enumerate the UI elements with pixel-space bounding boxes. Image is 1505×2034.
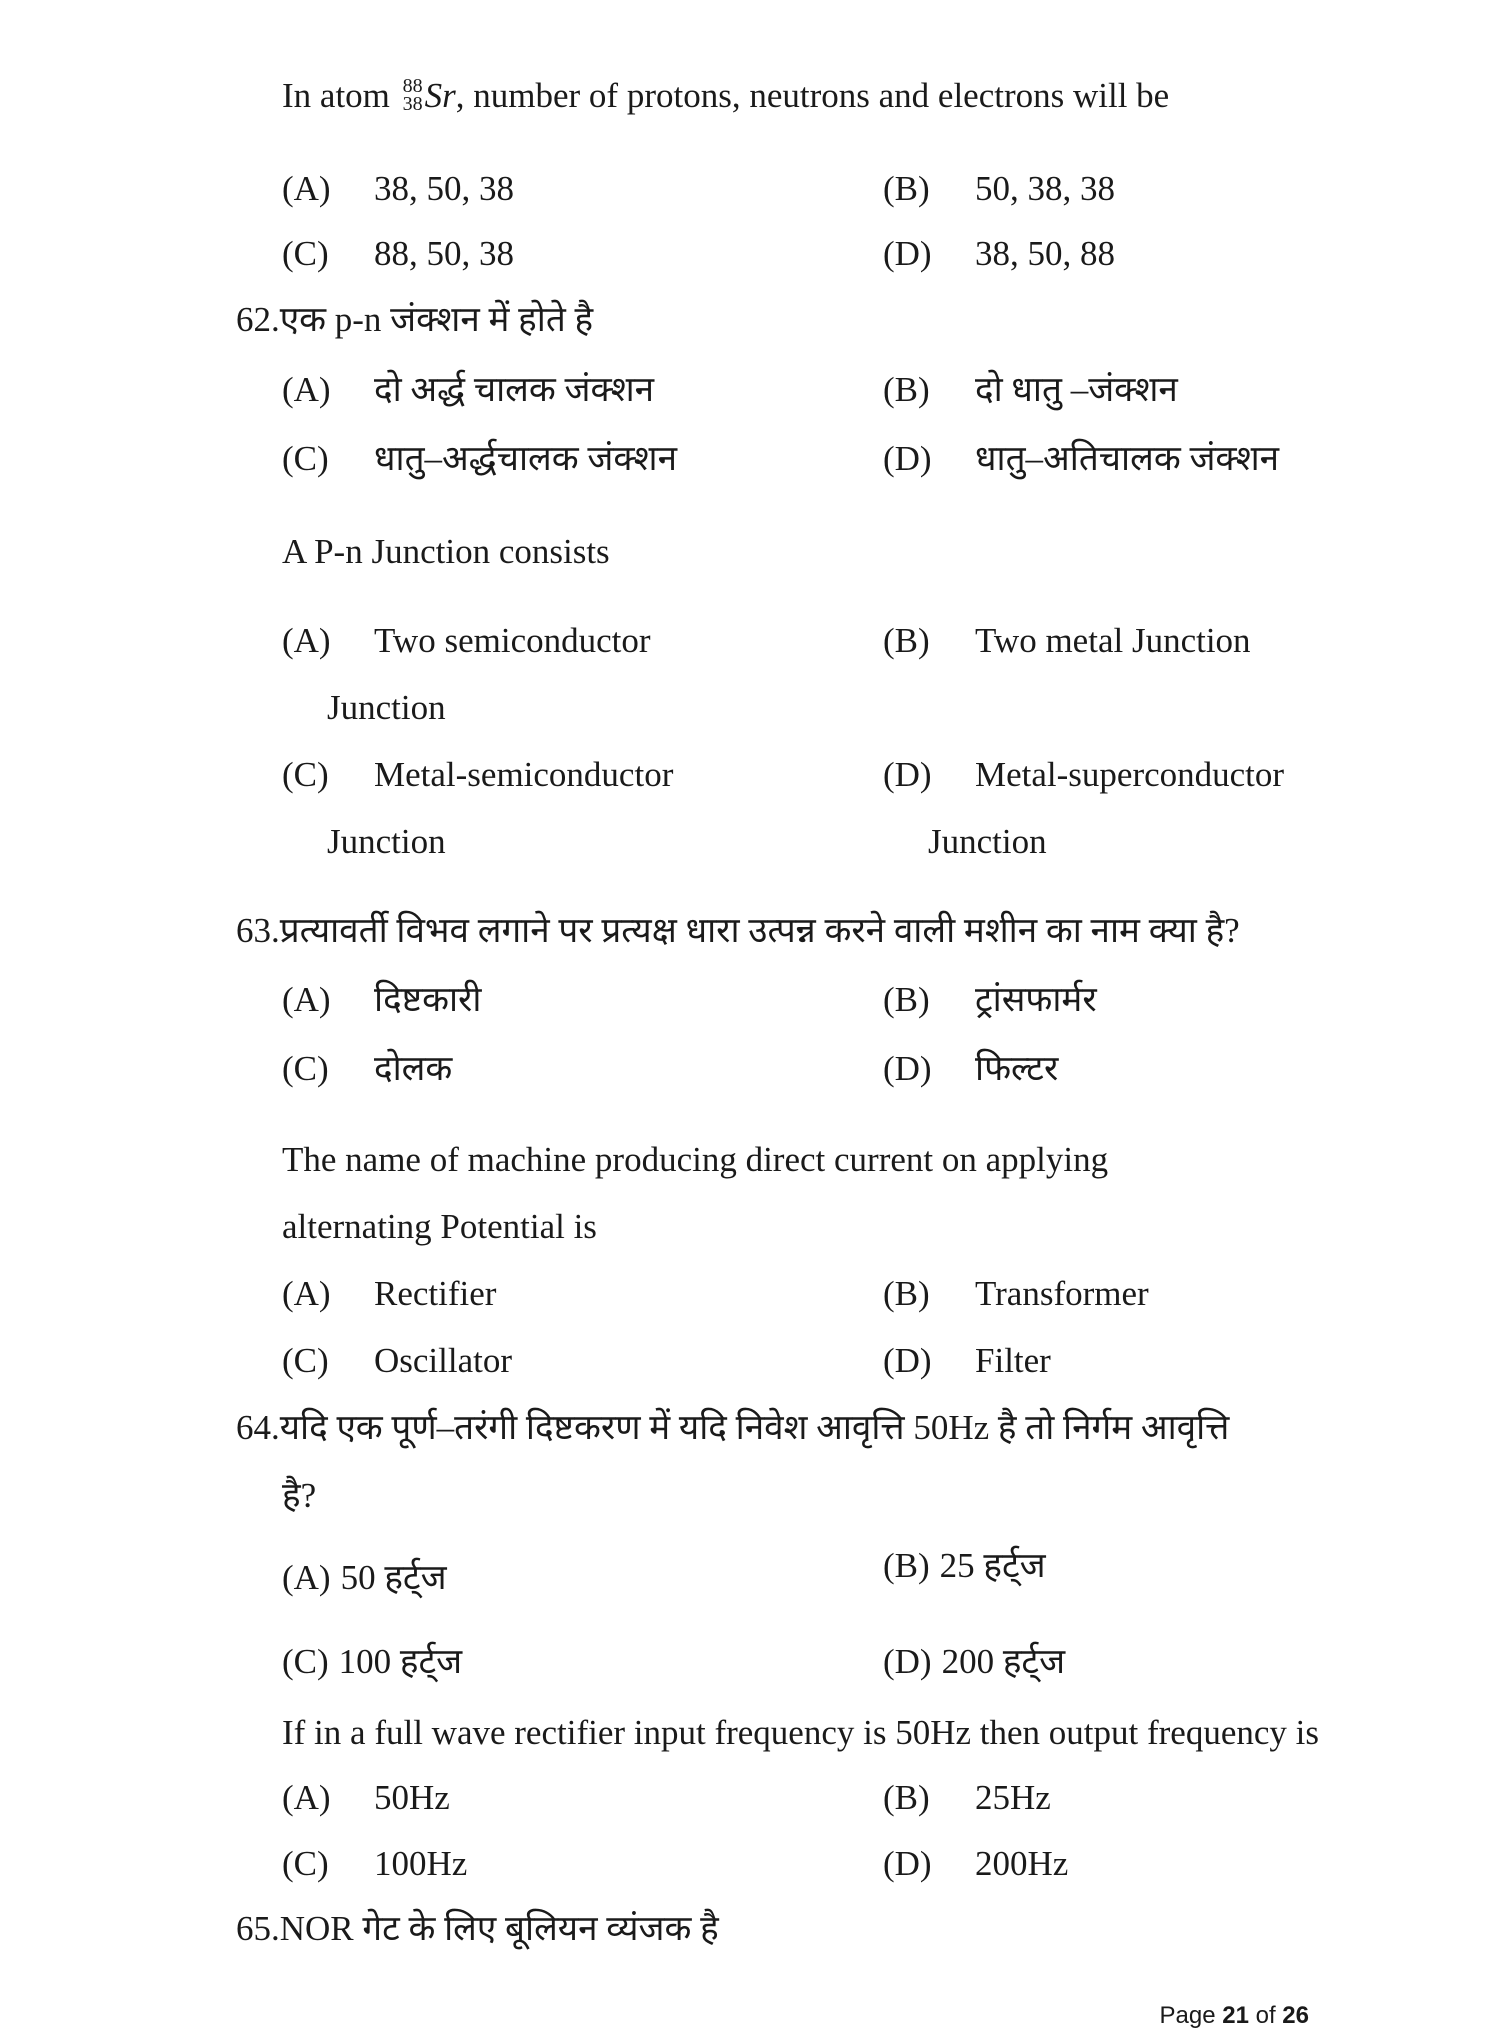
q62-hi-option-a xyxy=(282,368,654,412)
q62-en-option-c-cont: Junction xyxy=(327,822,446,861)
option-text: 88, 50, 38 xyxy=(374,234,514,273)
option-label: (B) xyxy=(883,1778,930,1817)
q64-stem-hi-line2: है? xyxy=(282,1476,317,1515)
q62-hi-option-b xyxy=(883,368,1178,412)
option-label: (D) xyxy=(883,1642,932,1681)
q62-en-option-d xyxy=(883,753,1284,797)
option-label: (B) xyxy=(883,980,930,1019)
q63-stem-en-line1: The name of machine producing direct current on applying xyxy=(282,1140,1109,1179)
option-text: Metal-semiconductor xyxy=(374,755,674,794)
option-label: (D) xyxy=(883,1049,932,1088)
q63-en-option-a xyxy=(282,1272,496,1316)
q63-hi-option-a xyxy=(282,978,481,1022)
option-label: (C) xyxy=(282,1341,329,1380)
option-text: धातु–अतिचालक जंक्शन xyxy=(975,439,1280,478)
q64-hi-option-a xyxy=(282,1556,447,1600)
q63-en-option-b xyxy=(883,1272,1149,1316)
q64-en-option-c xyxy=(282,1842,467,1886)
q62-en-option-a xyxy=(282,619,651,663)
q62-en-option-a-cont: Junction xyxy=(327,688,446,727)
option-text: 25Hz xyxy=(975,1778,1051,1817)
q61-stem-prefix: In atom xyxy=(282,76,390,115)
option-text: Oscillator xyxy=(374,1341,513,1380)
option-label: (B) xyxy=(883,1274,930,1313)
q63-hi-option-b xyxy=(883,978,1097,1022)
option-label: (A) xyxy=(282,1274,331,1313)
option-text: 100 हर्ट्ज xyxy=(338,1642,463,1681)
option-label: (A) xyxy=(282,169,331,208)
q63-hi-option-d xyxy=(883,1047,1058,1091)
option-label: (D) xyxy=(883,439,932,478)
q63-stem-en-line2: alternating Potential is xyxy=(282,1207,597,1246)
q64-hi-option-d xyxy=(883,1640,1065,1684)
q64-en-option-d xyxy=(883,1842,1068,1886)
option-text: दो अर्द्ध चालक जंक्शन xyxy=(374,370,655,409)
option-text: 200 हर्ट्ज xyxy=(941,1642,1066,1681)
footer-prefix: Page xyxy=(1159,2002,1216,2029)
option-label: (C) xyxy=(282,1049,329,1088)
q63-stem-hi: 63.प्रत्यावर्ती विभव लगाने पर प्रत्यक्ष धारा उत्पन्न करने वाली मशीन का नाम क्या है? xyxy=(236,911,1240,950)
option-label: (A) xyxy=(282,1778,331,1817)
option-text: 50Hz xyxy=(374,1778,450,1817)
q64-stem-hi-line1: 64.यदि एक पूर्ण–तरंगी दिष्टकरण में यदि निवेश आवृत्ति 50Hz है तो निर्गम आवृत्ति xyxy=(236,1408,1230,1447)
option-label: (B) xyxy=(883,621,930,660)
option-text: Filter xyxy=(975,1341,1051,1380)
option-label: (D) xyxy=(883,1341,932,1380)
q61-option-c xyxy=(282,232,514,276)
q62-en-option-c xyxy=(282,753,673,797)
q64-en-option-a xyxy=(282,1776,450,1820)
footer-total-pages: 26 xyxy=(1282,2002,1309,2029)
option-label: (D) xyxy=(883,1844,932,1883)
option-label: (B) xyxy=(883,169,930,208)
option-label: (B) xyxy=(883,1546,930,1585)
q64-hi-option-c xyxy=(282,1640,462,1684)
option-text: दो धातु –जंक्शन xyxy=(975,370,1178,409)
option-text: Two metal Junction xyxy=(975,621,1251,660)
option-label: (A) xyxy=(282,1558,331,1597)
page-number-footer xyxy=(1160,2002,1310,2030)
option-label: (D) xyxy=(883,234,932,273)
q63-en-option-d xyxy=(883,1339,1051,1383)
option-text: दोलक xyxy=(374,1049,453,1088)
q62-en-option-d-cont: Junction xyxy=(928,822,1047,861)
option-label: (C) xyxy=(282,1844,329,1883)
q63-hi-option-c xyxy=(282,1047,452,1091)
option-text: 50, 38, 38 xyxy=(975,169,1115,208)
option-label: (B) xyxy=(883,370,930,409)
q62-stem-en: A P-n Junction consists xyxy=(282,532,610,571)
q61-option-a xyxy=(282,167,514,211)
option-label: (A) xyxy=(282,980,331,1019)
isotope-notation xyxy=(402,74,423,115)
q63-en-option-c xyxy=(282,1339,512,1383)
q62-en-option-b xyxy=(883,619,1251,663)
option-label: (C) xyxy=(282,234,329,273)
option-text: धातु–अर्द्धचालक जंक्शन xyxy=(374,439,677,478)
option-text: दिष्टकारी xyxy=(374,980,482,1019)
option-text: 100Hz xyxy=(374,1844,468,1883)
q61-option-b xyxy=(883,167,1115,211)
footer-current-page: 21 xyxy=(1222,2002,1249,2029)
option-text: 200Hz xyxy=(975,1844,1069,1883)
option-text: Transformer xyxy=(975,1274,1149,1313)
option-text: 25 हर्ट्ज xyxy=(939,1546,1046,1585)
option-text: फिल्टर xyxy=(975,1049,1059,1088)
q62-hi-option-c xyxy=(282,437,677,481)
q61-option-d xyxy=(883,232,1115,276)
option-label: (C) xyxy=(282,1642,329,1681)
q65-stem-hi: 65.NOR गेट के लिए बूलियन व्यंजक है xyxy=(236,1909,719,1948)
option-label: (A) xyxy=(282,621,331,660)
option-label: (D) xyxy=(883,755,932,794)
option-text: Rectifier xyxy=(374,1274,497,1313)
option-label: (A) xyxy=(282,370,331,409)
q62-hi-option-d xyxy=(883,437,1279,481)
option-label: (C) xyxy=(282,439,329,478)
q62-stem-hi: 62.एक p-n जंक्शन में होते है xyxy=(236,300,594,339)
option-text: ट्रांसफार्मर xyxy=(975,980,1097,1019)
option-text: 38, 50, 38 xyxy=(374,169,514,208)
isotope-atomic-number: 38 xyxy=(402,92,423,115)
q64-en-option-b xyxy=(883,1776,1051,1820)
q61-stem-suffix: , number of protons, neutrons and electrons will be xyxy=(455,76,1170,115)
isotope-symbol: Sr xyxy=(424,76,456,115)
option-text: 50 हर्ट्ज xyxy=(340,1558,447,1597)
option-text: 38, 50, 88 xyxy=(975,234,1115,273)
q64-hi-option-b xyxy=(883,1544,1046,1588)
q61-stem-en xyxy=(282,74,1169,118)
option-text: Two semiconductor xyxy=(374,621,651,660)
q64-stem-en: If in a full wave rectifier input frequency is 50Hz then output frequency is xyxy=(282,1713,1319,1752)
option-text: Metal-superconductor xyxy=(975,755,1285,794)
option-label: (C) xyxy=(282,755,329,794)
footer-of: of xyxy=(1255,2002,1276,2029)
isotope-mass: 88 xyxy=(402,74,423,97)
